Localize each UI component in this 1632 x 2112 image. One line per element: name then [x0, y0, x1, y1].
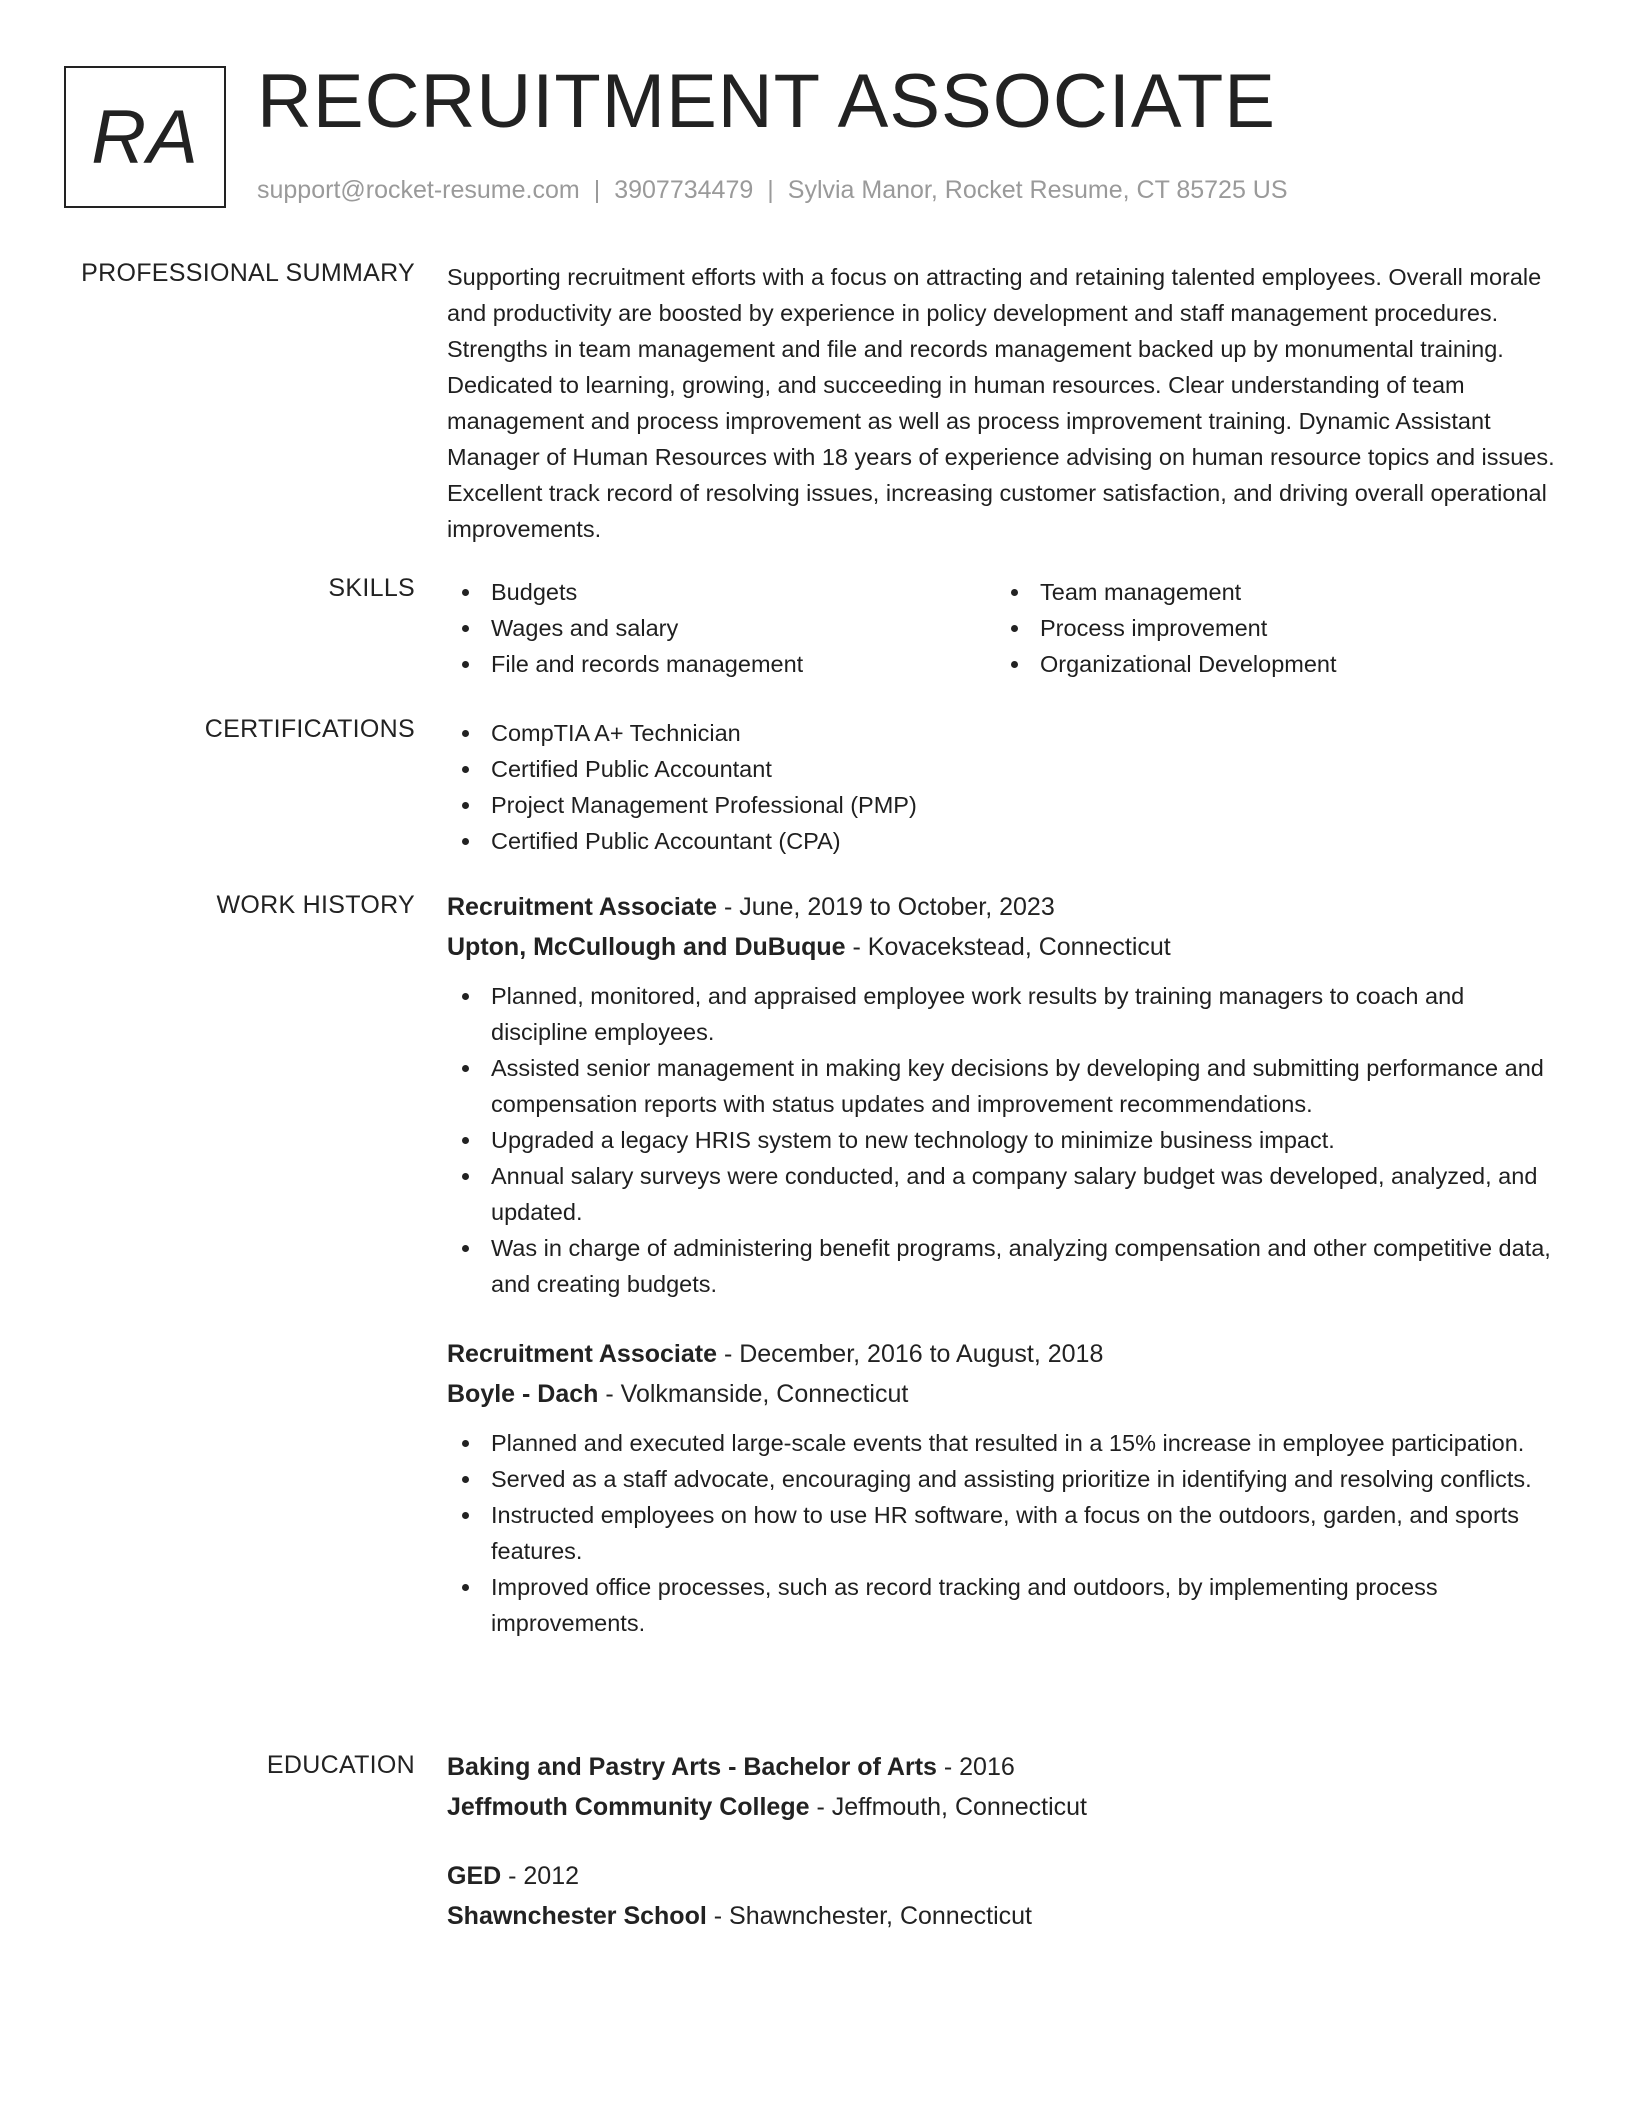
education-location: - Shawnchester, Connecticut [706, 1902, 1032, 1930]
education-school-line [447, 1896, 1565, 1936]
certifications-body [447, 715, 1565, 859]
skill-item: Process improvement [996, 610, 1545, 646]
contact-separator: | [767, 176, 774, 204]
job-bullet: Served as a staff advocate, encouraging and assisting prioritize in identifying and resolving conflicts. [447, 1461, 1565, 1497]
job-bullet: Planned and executed large-scale events that resulted in a 15% increase in employee participation. [447, 1425, 1565, 1461]
job-company-line [447, 1374, 1565, 1414]
contact-address: Sylvia Manor, Rocket Resume, CT 85725 US [787, 176, 1288, 204]
job-location: - Kovacekstead, Connecticut [845, 933, 1171, 961]
contact-phone: 3907734479 [614, 176, 754, 204]
education-school-line [447, 1787, 1565, 1827]
skill-item: Team management [996, 574, 1545, 610]
contact-line [257, 176, 1288, 205]
section-label-work-history: WORK HISTORY [216, 891, 415, 919]
job-bullets [447, 978, 1565, 1302]
job-bullets [447, 1425, 1565, 1641]
section-label-summary: PROFESSIONAL SUMMARY [81, 259, 415, 287]
job-bullet: Annual salary surveys were conducted, and a company salary budget was developed, analyzed, and updated. [447, 1158, 1565, 1230]
job-entry [447, 887, 1565, 1302]
job-bullet: Was in charge of administering benefit programs, analyzing compensation and other competitive data, and creating budgets. [447, 1230, 1565, 1302]
summary-text: Supporting recruitment efforts with a focus on attracting and retaining talented employees. Overall morale and productivity are boosted by experience in policy development and staff management procedures. Strengths in team management and file and records management backed up by monumental training. Dedicated to learning, growing, and succeeding in human resources. Clear understanding of team management and process improvement as well as process improvement training. Dynamic Assistant Manager of Human Resources with 18 years of experience advising on human resource topics and issues. Excellent track record of resolving issues, increasing customer satisfaction, and driving overall operational improvements. [447, 264, 1555, 542]
contact-email: support@rocket-resume.com [257, 176, 580, 204]
education-degree: Baking and Pastry Arts - Bachelor of Arts [447, 1753, 937, 1781]
education-degree-line [447, 1856, 1565, 1896]
skill-item: Wages and salary [447, 610, 996, 646]
education-year: - 2012 [501, 1862, 580, 1890]
job-title-line [447, 1334, 1565, 1374]
job-title-line [447, 887, 1565, 927]
job-bullet: Planned, monitored, and appraised employee work results by training managers to coach and discipline employees. [447, 978, 1565, 1050]
certification-item: Certified Public Accountant [447, 751, 1565, 787]
skills-columns [447, 574, 1565, 682]
education-school: Jeffmouth Community College [447, 1793, 810, 1821]
job-location: - Volkmanside, Connecticut [598, 1380, 909, 1408]
job-company: Boyle - Dach [447, 1380, 599, 1408]
job-title: Recruitment Associate [447, 893, 717, 921]
job-entry [447, 1334, 1565, 1641]
job-bullet: Improved office processes, such as record tracking and outdoors, by implementing process improvements. [447, 1569, 1565, 1641]
education-location: - Jeffmouth, Connecticut [809, 1793, 1087, 1821]
education-degree-line [447, 1747, 1565, 1787]
skill-item: Budgets [447, 574, 996, 610]
monogram-initials: RA [91, 94, 199, 180]
job-dates: - June, 2019 to October, 2023 [717, 893, 1055, 921]
education-school: Shawnchester School [447, 1902, 707, 1930]
education-entry [447, 1747, 1565, 1827]
certification-item: Project Management Professional (PMP) [447, 787, 1565, 823]
certification-item: CompTIA A+ Technician [447, 715, 1565, 751]
skill-item: Organizational Development [996, 646, 1545, 682]
certifications-list [447, 715, 1565, 859]
section-label-education: EDUCATION [266, 1751, 415, 1779]
resume-title: RECRUITMENT ASSOCIATE [257, 59, 1276, 144]
education-year: - 2016 [936, 1753, 1015, 1781]
skill-item: File and records management [447, 646, 996, 682]
job-bullet: Instructed employees on how to use HR software, with a focus on the outdoors, garden, and sports features. [447, 1497, 1565, 1569]
section-label-skills: SKILLS [328, 574, 415, 602]
skills-list-right [996, 574, 1545, 682]
certification-item: Certified Public Accountant (CPA) [447, 823, 1565, 859]
job-company-line [447, 927, 1565, 967]
job-bullet: Upgraded a legacy HRIS system to new technology to minimize business impact. [447, 1122, 1565, 1158]
skills-list-left [447, 574, 996, 682]
job-company: Upton, McCullough and DuBuque [447, 933, 846, 961]
job-bullet: Assisted senior management in making key decisions by developing and submitting performance and compensation reports with status updates and improvement recommendations. [447, 1050, 1565, 1122]
contact-separator: | [593, 176, 601, 204]
education-degree: GED [447, 1862, 502, 1890]
job-title: Recruitment Associate [447, 1340, 717, 1368]
education-entry [447, 1856, 1565, 1936]
monogram-box [64, 66, 226, 208]
section-label-certifications: CERTIFICATIONS [204, 715, 415, 743]
job-dates: - December, 2016 to August, 2018 [717, 1340, 1104, 1368]
